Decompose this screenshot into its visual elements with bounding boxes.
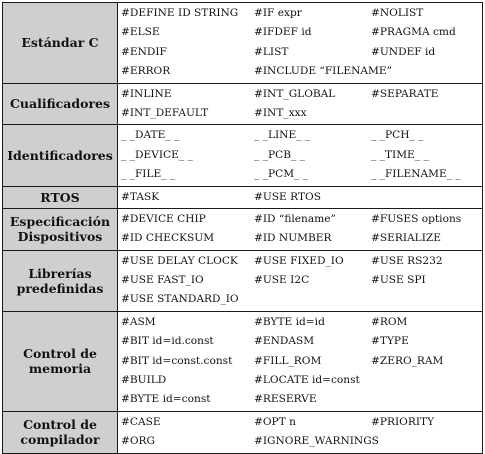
directive-item: _ _PCB_ _ [254, 148, 305, 161]
category-label: Especificación Dispositivos [3, 208, 118, 250]
section-row [3, 125, 483, 186]
directive-item: #INLINE [121, 87, 172, 100]
directive-cell [118, 250, 483, 311]
directive-item: #ID NUMBER [254, 232, 332, 245]
directive-item: #FILL_ROM [254, 354, 322, 367]
directive-item: #OPT n [254, 415, 296, 428]
directive-item: #ID “filename” [254, 212, 336, 225]
directive-cell [118, 411, 483, 453]
directive-item: #SERIALIZE [371, 232, 441, 245]
directive-item: #ZERO_RAM [371, 354, 444, 367]
directive-item: #USE RTOS [254, 190, 321, 203]
section-row [3, 208, 483, 250]
directive-grid [121, 126, 478, 184]
directive-cell [118, 208, 483, 250]
directives-table [2, 2, 483, 454]
directive-item: #TASK [121, 190, 160, 203]
directive-item: #ROM [371, 315, 408, 328]
directive-item: #LOCATE id=const [254, 374, 360, 387]
directive-item: #ENDASM [254, 335, 315, 348]
category-label: Cualificadores [3, 83, 118, 125]
directive-item: #UNDEF id [371, 45, 436, 58]
directive-item: #BYTE id=const [121, 393, 211, 406]
directive-item: #ORG [121, 435, 156, 448]
category-label: RTOS [3, 186, 118, 208]
directive-item: #LIST [254, 45, 289, 58]
directive-grid [121, 188, 478, 207]
section-row [3, 186, 483, 208]
directive-grid [121, 252, 478, 310]
directive-item: _ _PCM_ _ [254, 168, 309, 181]
section-row [3, 311, 483, 411]
directive-item: #USE FAST_IO [121, 274, 204, 287]
category-label: Control de memoria [3, 311, 118, 411]
directive-item: #ASM [121, 315, 156, 328]
directive-item: _ _PCH_ _ [371, 129, 424, 142]
directive-grid [121, 313, 478, 410]
directive-cell [118, 186, 483, 208]
directive-item: _ _DATE_ _ [121, 129, 180, 142]
directive-item: #IF expr [254, 7, 302, 19]
directive-grid [121, 210, 478, 249]
directive-item: #BIT id=const.const [121, 354, 233, 367]
category-label: Identificadores [3, 125, 118, 186]
directive-item: #USE STANDARD_IO [121, 293, 239, 306]
directive-item: #USE SPI [371, 274, 426, 287]
directive-item: #FUSES options [371, 212, 462, 225]
directive-cell [118, 311, 483, 411]
directive-item: #BYTE id=id [254, 315, 325, 328]
directive-item: _ _FILE_ _ [121, 168, 176, 181]
section-row [3, 411, 483, 453]
directive-item: #RESERVE [254, 393, 317, 406]
directive-item: #USE DELAY CLOCK [121, 254, 238, 267]
directive-item: #INT_DEFAULT [121, 106, 209, 119]
directive-cell [118, 125, 483, 186]
directive-item: #INT_GLOBAL [254, 87, 336, 100]
directive-item: #ERROR [121, 65, 171, 78]
directive-item: #INT_xxx [254, 106, 307, 119]
directive-item: #USE FIXED_IO [254, 254, 344, 267]
directive-item: #USE RS232 [371, 254, 443, 267]
directive-item: #CASE [121, 415, 161, 428]
directive-item: #NOLIST [371, 7, 424, 19]
directive-item: #IGNORE_WARNINGS [254, 435, 379, 448]
directive-item: #PRIORITY [371, 415, 435, 428]
directive-item: #BIT id=id.const [121, 335, 214, 348]
section-row [3, 250, 483, 311]
directive-item: #ELSE [121, 26, 160, 39]
directives-table-body [3, 3, 483, 454]
directive-item: #SEPARATE [371, 87, 439, 100]
directive-cell [118, 83, 483, 125]
directive-item: #TYPE [371, 335, 409, 348]
directive-cell [118, 3, 483, 84]
directive-item: #ID CHECKSUM [121, 232, 215, 245]
directive-item: #ENDIF [121, 45, 167, 58]
directive-item: #DEVICE CHIP [121, 212, 206, 225]
directive-item: #BUILD [121, 374, 167, 387]
directive-item: _ _TIME_ _ [371, 148, 429, 161]
section-row [3, 83, 483, 125]
category-label: Estándar C [3, 3, 118, 84]
directive-item: #IFDEF id [254, 26, 312, 39]
directive-item: #INCLUDE “FILENAME” [254, 65, 393, 78]
directive-item: #DEFINE ID STRING [121, 7, 239, 19]
category-label: Control de compilador [3, 411, 118, 453]
directive-item: _ _LINE_ _ [254, 129, 311, 142]
directive-grid [121, 4, 478, 82]
directive-item: _ _FILENAME_ _ [371, 168, 461, 181]
category-label: Librerías predefinidas [3, 250, 118, 311]
directive-item: #USE I2C [254, 274, 310, 287]
directive-item: #PRAGMA cmd [371, 26, 456, 39]
section-row [3, 3, 483, 84]
directive-grid [121, 85, 478, 124]
directive-item: _ _DEVICE_ _ [121, 148, 193, 161]
